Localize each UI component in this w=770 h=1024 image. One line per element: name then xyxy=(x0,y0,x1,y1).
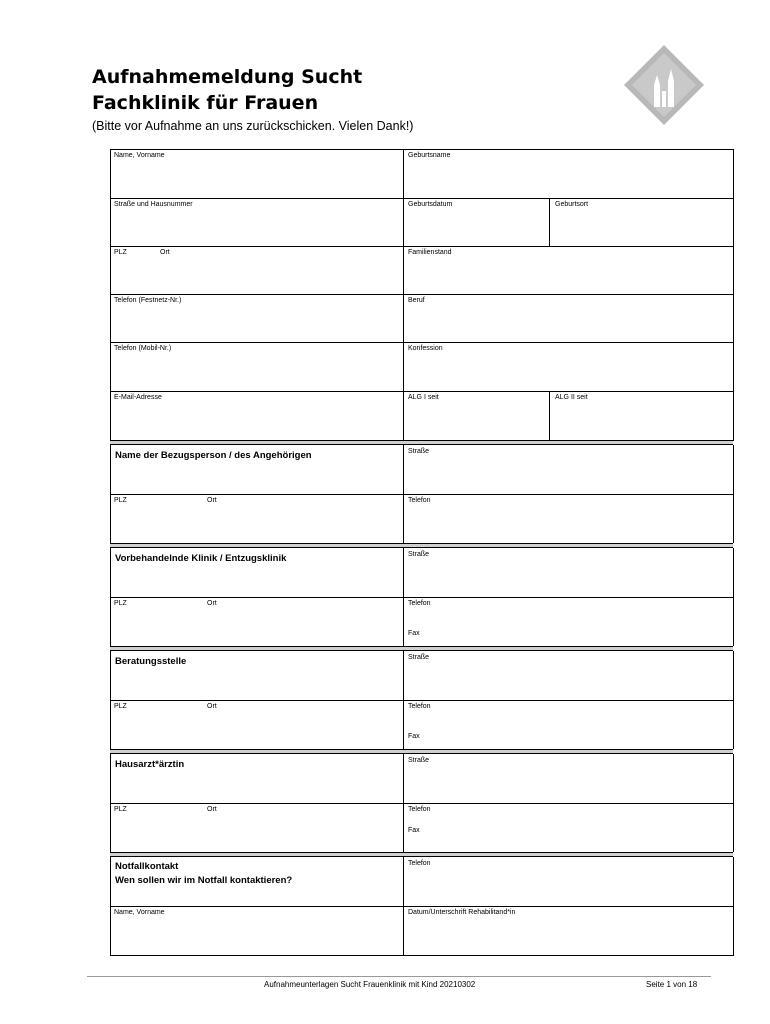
gp-zip-label: PLZ xyxy=(114,806,127,813)
section-divider xyxy=(110,543,733,548)
birth-date-label: Geburtsdatum xyxy=(408,201,453,208)
marital-status-field[interactable] xyxy=(404,247,733,294)
birth-name-field[interactable] xyxy=(404,150,733,198)
zip-label: PLZ xyxy=(114,249,127,256)
contact-person-name-field[interactable] xyxy=(111,446,403,494)
emergency-phone-label: Telefon xyxy=(408,860,431,867)
name-field[interactable] xyxy=(111,150,403,198)
previous-clinic-heading: Vorbehandelnde Klinik / Entzugsklinik xyxy=(115,553,287,564)
contact-person-zip-label: PLZ xyxy=(114,497,127,504)
gp-street-field[interactable] xyxy=(404,755,733,803)
emergency-heading: Notfallkontakt xyxy=(115,861,179,872)
mobile-label: Telefon (Mobil-Nr.) xyxy=(114,345,172,352)
contact-person-heading: Name der Bezugsperson / des Angehörigen xyxy=(115,450,312,461)
footer-divider xyxy=(87,976,711,977)
street-label: Straße und Hausnummer xyxy=(114,201,193,208)
previous-clinic-fax-label: Fax xyxy=(408,630,420,637)
gp-zip-city-field[interactable] xyxy=(111,804,403,852)
counseling-name-field[interactable] xyxy=(111,652,403,700)
emergency-contact-field[interactable] xyxy=(111,858,403,906)
counseling-street-label: Straße xyxy=(408,654,430,661)
previous-clinic-street-label: Straße xyxy=(408,551,430,558)
section-divider xyxy=(110,852,733,857)
birth-place-field[interactable] xyxy=(550,199,733,246)
signature-label: Datum/Unterschrift Rehabilitand*in xyxy=(408,909,516,916)
landline-label: Telefon (Festnetz-Nr.) xyxy=(114,297,182,304)
emergency-name-field[interactable] xyxy=(111,907,403,955)
zip-city-field[interactable] xyxy=(111,247,403,294)
birth-place-label: Geburtsort xyxy=(555,201,589,208)
gp-heading: Hausarzt*ärztin xyxy=(115,759,185,770)
gp-name-field[interactable] xyxy=(111,755,403,803)
previous-clinic-zip-city-field[interactable] xyxy=(111,598,403,646)
section-divider xyxy=(110,749,733,754)
alg1-label: ALG I seit xyxy=(408,394,439,401)
form-subtitle: (Bitte vor Aufnahme an uns zurückschicken. Vielen Dank!) xyxy=(92,119,414,133)
gp-city-label: Ort xyxy=(207,806,217,813)
contact-person-phone-label: Telefon xyxy=(408,497,431,504)
contact-person-zip-city-field[interactable] xyxy=(111,495,403,543)
street-field[interactable] xyxy=(111,199,403,246)
counseling-phone-label: Telefon xyxy=(408,703,431,710)
mobile-field[interactable] xyxy=(111,343,403,391)
occupation-label: Beruf xyxy=(408,297,425,304)
previous-clinic-phone-label: Telefon xyxy=(408,600,431,607)
landline-field[interactable] xyxy=(111,295,403,342)
contact-person-street-field[interactable] xyxy=(404,446,733,494)
previous-clinic-city-label: Ort xyxy=(207,600,217,607)
counseling-zip-label: PLZ xyxy=(114,703,127,710)
contact-person-street-label: Straße xyxy=(408,448,430,455)
emergency-subheading: Wen sollen wir im Notfall kontaktieren? xyxy=(115,875,293,886)
section-divider xyxy=(110,646,733,651)
section-divider xyxy=(110,440,733,445)
previous-clinic-street-field[interactable] xyxy=(404,549,733,597)
form-title-line1: Aufnahmemeldung Sucht xyxy=(92,66,363,88)
form-title-line2: Fachklinik für Frauen xyxy=(92,92,319,114)
previous-clinic-phone-fax-field[interactable] xyxy=(404,598,733,646)
religion-field[interactable] xyxy=(404,343,733,391)
emergency-name-label: Name, Vorname xyxy=(114,909,165,916)
footer-page-number: Seite 1 von 18 xyxy=(646,980,698,989)
religion-label: Konfession xyxy=(408,345,443,352)
clinic-logo xyxy=(624,45,704,125)
birth-date-field[interactable] xyxy=(404,199,549,246)
gp-fax-label: Fax xyxy=(408,827,420,834)
contact-person-city-label: Ort xyxy=(207,497,217,504)
email-field[interactable] xyxy=(111,392,403,441)
counseling-heading: Beratungsstelle xyxy=(115,656,187,667)
signature-field[interactable] xyxy=(404,907,733,955)
previous-clinic-zip-label: PLZ xyxy=(114,600,127,607)
contact-person-phone-field[interactable] xyxy=(404,495,733,543)
gp-phone-fax-field[interactable] xyxy=(404,804,733,852)
counseling-street-field[interactable] xyxy=(404,652,733,700)
birth-name-label: Geburtsname xyxy=(408,152,451,159)
marital-status-label: Familienstand xyxy=(408,249,452,256)
alg2-label: ALG II seit xyxy=(555,394,588,401)
counseling-city-label: Ort xyxy=(207,703,217,710)
gp-phone-label: Telefon xyxy=(408,806,431,813)
email-label: E-Mail-Adresse xyxy=(114,394,162,401)
emergency-phone-field[interactable] xyxy=(404,858,733,906)
alg2-field[interactable] xyxy=(550,392,733,441)
alg1-field[interactable] xyxy=(404,392,549,441)
counseling-fax-label: Fax xyxy=(408,733,420,740)
counseling-zip-city-field[interactable] xyxy=(111,701,403,749)
counseling-phone-fax-field[interactable] xyxy=(404,701,733,749)
previous-clinic-name-field[interactable] xyxy=(111,549,403,597)
footer-document-name: Aufnahmeunterlagen Sucht Frauenklinik mit Kind 20210302 xyxy=(264,980,476,989)
name-field-label: Name, Vorname xyxy=(114,152,165,159)
occupation-field[interactable] xyxy=(404,295,733,342)
city-label: Ort xyxy=(160,249,170,256)
gp-street-label: Straße xyxy=(408,757,430,764)
